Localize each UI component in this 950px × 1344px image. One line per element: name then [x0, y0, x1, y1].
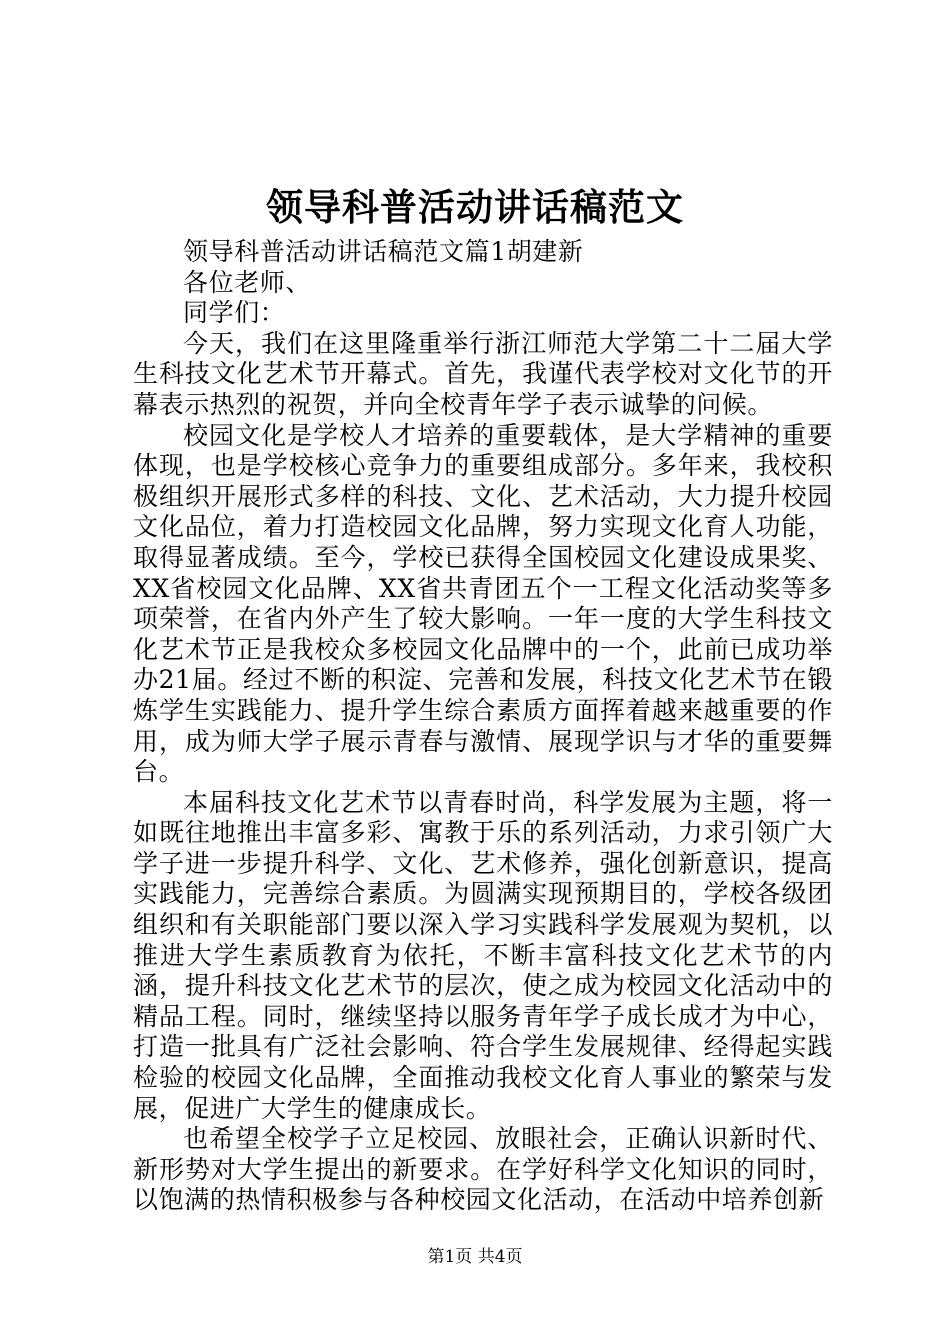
document-body — [133, 237, 833, 1216]
subtitle-line: 领导科普活动讲话稿范文篇1胡建新 — [183, 237, 584, 266]
salutation-teachers: 各位老师、 — [183, 267, 312, 297]
page-number-footer: 第1页 共4页 — [427, 1247, 523, 1267]
paragraph-campus-culture: 校园文化是学校人才培养的重要载体，是大学精神的重要体现，也是学校核心竞争力的重要组成部分。多年来，我校积极组织开展形式多样的科技、文化、艺术活动，大力提升校园文化品位，着力打造校园文化品牌，努力实现文化育人功能，取得显著成绩。至今，学校已获得全国校园文化建设成果奖、XX省校园文化品牌、XX省共青团五个一工程文化活动奖等多项荣誉，在省内外产生了较大影响。一年一度的大学生科技文化艺术节正是我校众多校园文化品牌中的一个，此前已成功举办21届。经过不断的积淀、完善和发展，科技文化艺术节在锻炼学生实践能力、提升学生综合素质方面挥着越来越重要的作用，成为师大学子展示青春与激情、展现学识与才华的重要舞台。 — [133, 420, 833, 787]
paragraph-students-hope: 也希望全校学子立足校园、放眼社会，正确认识新时代、新形势对大学生提出的新要求。在学好科学文化知识的同时，以饱满的热情积极参与各种校园文化活动，在活动中培养创新 — [133, 1124, 833, 1215]
paragraph-festival-theme: 本届科技文化艺术节以青春时尚，科学发展为主题，将一如既往地推出丰富多彩、寓教于乐的系列活动，力求引领广大学子进一步提升科学、文化、艺术修养，强化创新意识，提高实践能力，完善综合素质。为圆满实现预期目的，学校各级团组织和有关职能部门要以深入学习实践科学发展观为契机，以推进大学生素质教育为依托，不断丰富科技文化艺术节的内涵，提升科技文化艺术节的层次，使之成为校园文化活动中的精品工程。同时，继续坚持以服务青年学子成长成才为中心，打造一批具有广泛社会影响、符合学生发展规律、经得起实践检验的校园文化品牌，全面推动我校文化育人事业的繁荣与发展，促进广大学生的健康成长。 — [133, 787, 833, 1123]
paragraph-opening: 今天，我们在这里隆重举行浙江师范大学第二十二届大学生科技文化艺术节开幕式。首先，我谨代表学校对文化节的开幕表示热烈的祝贺，并向全校青年学子表示诚挚的问候。 — [133, 328, 833, 419]
document-title: 领导科普活动讲话稿范文 — [266, 185, 684, 229]
salutation-students: 同学们： — [183, 298, 286, 328]
